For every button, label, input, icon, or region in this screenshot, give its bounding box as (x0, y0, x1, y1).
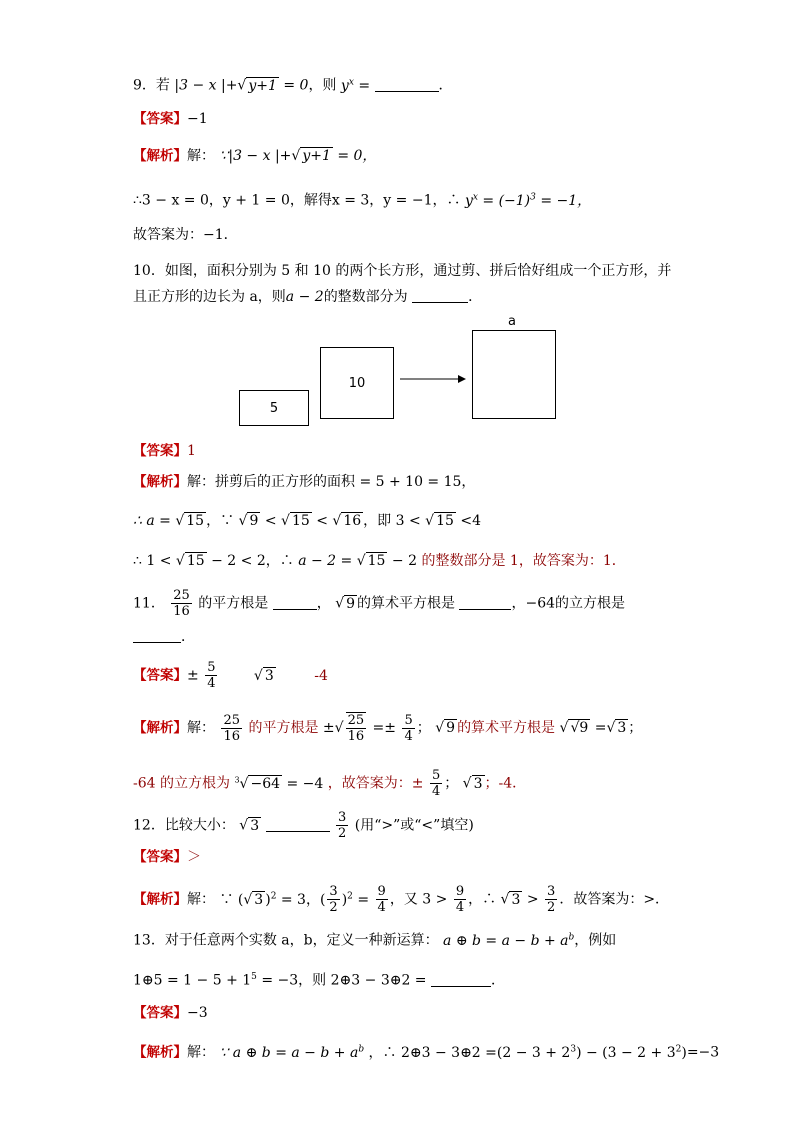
square-side-label: a (508, 314, 516, 329)
arrow-right-icon (398, 372, 468, 386)
q10-answer-blank[interactable] (412, 288, 468, 303)
q9-step2: ∴3 − x = 0，y + 1 = 0，解得x = 3，y = −1，∴ $y^x = (-1)^3 = -1$， (133, 192, 592, 209)
q11-analysis-line2: -64 的立方根为 $^3$√ −64 = −4 ，故答案为：± $\frac{5}{4}$ ； √ 3 ；-4． (133, 768, 527, 799)
q11-answer: 【答案】± $\frac{5}{4}$ √ 3 -4 (133, 660, 328, 691)
q13-question-line1: 13．对于任意两个实数 a，b，定义一种新运算： a ⊕ $b = a - b + a^b$，例如 (133, 932, 617, 949)
q13-question-line2: 1⊕5 = $1 - 5 + 1^5 = -3$，则 2⊕3 − 3⊕2 = ． (133, 972, 505, 989)
q11-blank-3[interactable] (133, 628, 181, 643)
q10-analysis-line1: 【解析】解：拼剪后的正方形的面积 = 5 + 10 = 15， (133, 474, 476, 490)
q9-answer: 【答案】−1 (133, 111, 208, 127)
q9-question: 9．若 |3 − x |+√ y+1 = 0，则 $y^x$ = ． (133, 77, 453, 94)
q10-answer: 【答案】1 (133, 443, 196, 459)
result-square (472, 330, 556, 419)
q13-analysis: 【解析】解： ∵ a ⊕ $b = a - b + a^b$ ，∴ 2⊕3 − 3⊕2 $=(2 - 3 + 2^3) - (3 - 2 + 3^2)=-3$ (133, 1044, 720, 1061)
q11-question-line2: ． (133, 628, 195, 646)
q11-blank-2[interactable] (459, 595, 511, 610)
rectangle-area-5: 5 (239, 390, 309, 426)
rectangle-area-10: 10 (320, 347, 394, 419)
q10-question-line1: 10．如图，面积分别为 5 和 10 的两个长方形，通过剪、拼后恰好组成一个正方形，并 (133, 263, 672, 279)
q11-blank-1[interactable] (273, 595, 317, 610)
q10-analysis-line3: ∴ 1 < √ 15 − 2 < 2，∴ a − 2 = √ 15 − 2 的整数部分是 1，故答案为：1． (133, 553, 626, 569)
q11-question: 11． $\frac{25}{16}$ 的平方根是 ， √ 9 的算术平方根是 ，−64的立方根是 (133, 588, 626, 619)
q11-analysis: 【解析】解： $\frac{25}{16}$ 的平方根是 ±√ $\frac{25}{16}$ =± $\frac{5}{4}$ ； √ 9 的算术平方根是 √ √9 =√ 3 ； (133, 712, 643, 744)
q9-analysis: 【解析】解： ∵|3 − x |+√ y+1 = 0， (133, 148, 377, 164)
q13-answer-blank[interactable] (431, 972, 491, 987)
q10-question-line2: 且正方形的边长为 a，则a − 2的整数部分为 ． (133, 289, 483, 305)
q12-analysis: 【解析】解： ∵ (√ 3 )$^2$ = 3，( $\frac{3}{2}$ )$^2$ = $\frac{9}{4}$ ，又 3 > $\frac{9}{4}$ ，∴ √ 3 > $\frac{3}{2}$ ．故答案为：>． (133, 884, 670, 915)
q12-answer: 【答案】＞ (133, 849, 201, 865)
q13-answer: 【答案】−3 (133, 1005, 208, 1021)
q10-analysis-line2: ∴ a = √ 15 ，∵ √ 9 < √ 15 < √ 16 ，即 3 < √ 15 <4 (133, 513, 482, 529)
q9-answer-blank[interactable] (375, 77, 439, 92)
q12-question: 12．比较大小： √ 3 $\frac{3}{2}$ (用“>”或“<”填空) (133, 810, 474, 841)
q12-answer-blank[interactable] (266, 817, 330, 832)
q9-conclusion: 故答案为：−1． (133, 227, 238, 243)
